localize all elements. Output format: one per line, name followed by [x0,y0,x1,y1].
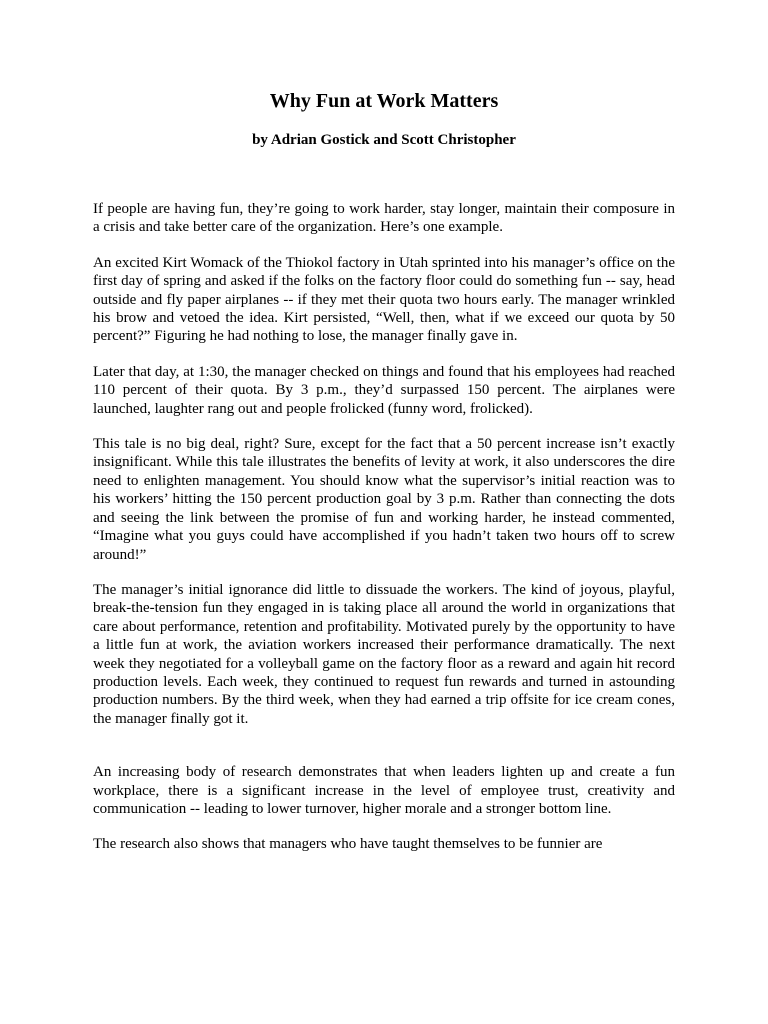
paragraph-research-continued: The research also shows that managers who have taught themselves to be funnier are [93,836,603,853]
paragraph-tale: This tale is no big deal, right? Sure, except for the fact that a 50 percent increase isn’t exactly insignificant. While this tale illustrates the benefits of levity at work, it also underscores the dire need to enlighten management. You should know what the supervisor’s initial reaction was to his workers’ hitting the 150 percent production goal by 3 p.m. Rather than connecting the dots and seeing the link between the promise of fun and working harder, he instead commented, “Imagine what you guys could have accomplished if you hadn’t taken two hours off to screw around!” [93,436,675,563]
paragraph-initial-ignorance: The manager’s initial ignorance did little to dissuade the workers. The kind of joyous, playful, break-the-tension fun they engaged in is taking place all around the world in organizations that care about performance, retention and profitability. Motivated purely by the opportunity to have a little fun at work, the aviation workers increased their performance dramatically. The next week they negotiated for a volleyball game on the factory floor as a reward and again hit record production levels. Each week, they continued to request fun rewards and turned in astounding production numbers. By the third week, when they had earned a trip offsite for ice cream cones, the manager finally got it. [93,581,675,727]
document-byline: by Adrian Gostick and Scott Christopher [252,132,516,148]
paragraph-later-that-day: Later that day, at 1:30, the manager checked on things and found that his employees had reached 110 percent of their quota. By 3 p.m., they’d surpassed 150 percent. The airplanes were launched, laughter rang out and people frolicked (funny word, frolicked). [93,363,675,417]
paragraph-kirt-womack: An excited Kirt Womack of the Thiokol factory in Utah sprinted into his manager’s office on the first day of spring and asked if the folks on the factory floor could do something fun -- say, head outside and fly paper airplanes -- if they met their quota two hours early. The manager wrinkled his brow and vetoed the idea. Kirt persisted, “Well, then, what if we exceed our quota by 50 percent?” Figuring he had nothing to lose, the manager finally gave in. [93,254,675,345]
document-title: Why Fun at Work Matters [269,90,499,112]
paragraph-intro: If people are having fun, they’re going to work harder, stay longer, maintain their composure in a crisis and take better care of the organization. Here’s one example. [93,201,675,236]
paragraph-research: An increasing body of research demonstrates that when leaders lighten up and create a fun workplace, there is a significant increase in the level of employee trust, creativity and communication -- leading to lower turnover, higher morale and a stronger bottom line. [93,764,675,817]
document-body [93,200,675,854]
